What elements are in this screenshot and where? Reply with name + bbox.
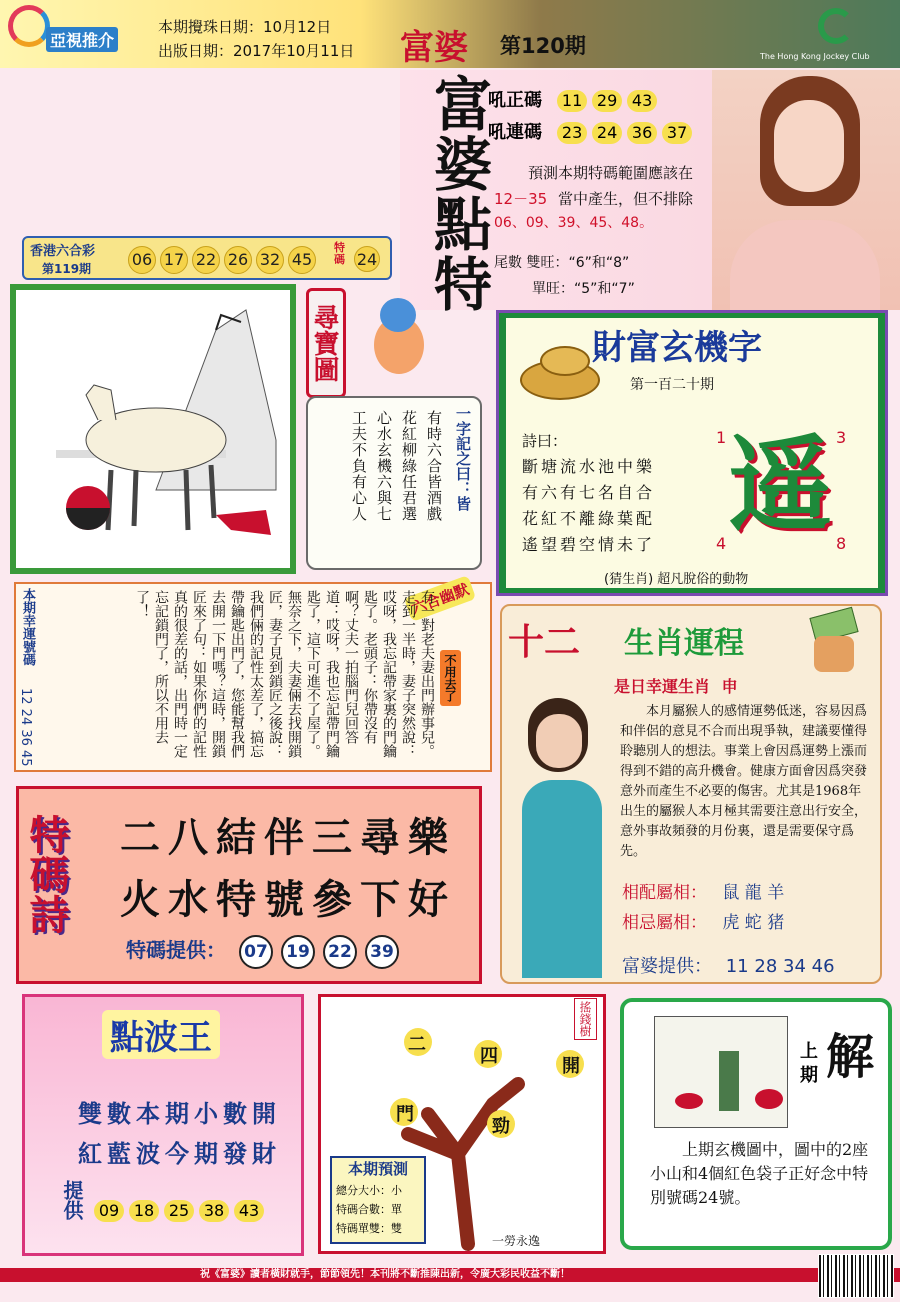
last-result-issue: 第119期 (42, 262, 92, 276)
goat-picture-icon (16, 290, 290, 568)
pred-title: 本期預測 (347, 1160, 408, 1178)
joke-badge: 六合幽默 (404, 575, 476, 622)
prediction-row-2 (488, 118, 697, 144)
ball: 22 (192, 246, 220, 274)
ball: 45 (288, 246, 316, 274)
tree-node: 四 (480, 1046, 498, 1067)
ball: 22 (323, 935, 357, 969)
issue-number: 第120期 (500, 34, 586, 58)
ball: 18 (129, 1200, 159, 1222)
answer-image (654, 1016, 788, 1128)
jockey-club: The Hong Kong Jockey Club (760, 52, 870, 61)
barcode-icon (818, 1254, 894, 1298)
zodiac-avoid (622, 908, 784, 933)
riddle-lines (522, 454, 655, 558)
logo-text: 亞視推介 (46, 27, 118, 52)
ball: 23 (557, 122, 587, 144)
jockey-logo-icon (818, 8, 854, 44)
zodiac-provide-label: 富婆提供： (622, 956, 712, 977)
scroll-title: 一字記之曰：皆 (454, 406, 472, 511)
ball: 32 (256, 246, 284, 274)
tail-single-label: 單旺： (532, 281, 574, 297)
pred-row: 特碼單雙：雙 (336, 1222, 402, 1235)
answer-text: 上期玄機圖中，圖中的2座小山和4個紅色袋子正好念中特別號碼24號。 (650, 1140, 869, 1207)
last-result-title: 香港六合彩 (30, 244, 96, 259)
treasure-picture (10, 284, 296, 574)
riddle-char: 遥 (728, 423, 833, 546)
zodiac-title-a: 十二 (508, 622, 581, 663)
riddle-n8: 8 (836, 534, 847, 553)
tail-single (532, 278, 635, 298)
riddle-issue: 第一百二十期 (630, 377, 714, 393)
treasure-scroll (306, 396, 482, 570)
special-label: 特碼 (334, 241, 345, 266)
ball: 39 (365, 935, 399, 969)
zodiac-match (622, 878, 784, 903)
poem-line: 心水玄機六與七 (375, 410, 393, 522)
zodiac-provide-value: 11 28 34 46 (725, 956, 835, 977)
answer-label-b: 解 (826, 1029, 875, 1085)
logo-mark-icon (8, 5, 50, 47)
tree-node: 勁 (492, 1116, 510, 1137)
pred-row: 特碼合數：單 (336, 1203, 402, 1216)
prediction-exclude: 06、09、39、45、48。 (494, 215, 654, 231)
lucky-label: 本期幸運號碼 (20, 588, 35, 666)
wave-balls (94, 1200, 269, 1222)
publish-date-label: 出版日期： (158, 42, 234, 60)
cupid-icon (364, 296, 434, 376)
zodiac-lucky-label: 是日幸運生肖 (614, 677, 711, 696)
prediction-desc-1: 預測本期特碼範圍應該在 (528, 164, 694, 182)
pred-row: 總分大小：小 (336, 1184, 402, 1197)
ball: 43 (234, 1200, 264, 1222)
answer-label-a: 上期 (800, 1041, 818, 1086)
prediction-row-1 (488, 86, 662, 112)
ball: 26 (224, 246, 252, 274)
ball: 25 (164, 1200, 194, 1222)
draw-date (158, 16, 331, 37)
paper-name: 富婆 (400, 28, 468, 68)
zodiac-match-label: 相配屬相： (622, 883, 707, 903)
ball: 36 (627, 122, 657, 144)
wave-line-1: 雙數本期小數開 (78, 1100, 281, 1128)
ball: 24 (592, 122, 622, 144)
zodiac-text: 本月屬猴人的感情運勢低迷，容易因爲和伴侶的意見不合而出現爭執，建議要懂得聆聽別人的想法。事業上會因爲運勢上漲而得到不錯的高升機會。健康方面會因爲突發意外而產生不必要的傷害。尤其是1968年出生的屬猴人本月極其需要注意出行安全，意外事故頻發的月份裏，還是需要保守爲先。 (620, 704, 868, 859)
tree-node: 門 (396, 1104, 414, 1125)
ball: 19 (281, 935, 315, 969)
zodiac-lucky (614, 674, 738, 697)
riddle-n3: 3 (836, 428, 847, 447)
ball: 09 (94, 1200, 124, 1222)
row2-label: 吼連碼 (488, 122, 542, 143)
lucky-numbers: 12 24 36 45 (18, 688, 33, 767)
tail-single-value: “5”和“7” (574, 281, 635, 297)
ball: 43 (627, 90, 657, 112)
publish-date-value: 2017年10月11日 (233, 42, 355, 60)
special-provide-label: 特碼提供： (126, 938, 226, 962)
draw-date-value: 10月12日 (263, 18, 332, 36)
poem-line: 花紅柳綠任君選 (400, 410, 418, 522)
tail-double-value: “6”和“8” (568, 255, 630, 271)
ball: 37 (662, 122, 692, 144)
scroll-poem (346, 410, 446, 522)
ball: 17 (160, 246, 188, 274)
ball: 38 (199, 1200, 229, 1222)
ball: 11 (557, 90, 587, 112)
tree-node: 開 (562, 1056, 580, 1077)
riddle-line: 有六有七名自合 (522, 483, 656, 502)
riddle-n1: 1 (716, 428, 727, 447)
special-poem-line-2: 火水特號參下好 (120, 876, 456, 923)
money-hand-icon (806, 612, 862, 674)
riddle-hint: (猜生肖) 超凡脫俗的動物 (604, 572, 749, 587)
special-poem-label: 特碼詩 (23, 814, 69, 934)
riddle-n4: 4 (716, 534, 727, 553)
tree-slogan: 一勞永逸 (492, 1234, 541, 1248)
ball: 06 (128, 246, 156, 274)
prediction-title: 富婆點特 (424, 74, 492, 314)
last-result-balls (128, 246, 320, 274)
draw-date-label: 本期攪珠日期： (158, 18, 264, 36)
zodiac-avoid-value: 虎 蛇 猪 (722, 913, 785, 933)
riddle-line: 花紅不離綠葉配 (522, 509, 656, 528)
prediction-desc-2 (494, 188, 693, 209)
tree-node: 二 (408, 1034, 426, 1055)
logo (8, 5, 158, 61)
prediction-box (330, 1156, 426, 1244)
tree-tag: 搖錢樹 (574, 998, 597, 1040)
dancer-photo (504, 684, 622, 978)
woman-portrait (712, 70, 900, 310)
row1-label: 吼正碼 (488, 90, 542, 111)
riddle-title: 財富玄機字 (592, 328, 762, 368)
poem-line: 工夫不負有心人 (350, 410, 368, 522)
riddle-line: 遙望碧空情未了 (522, 535, 656, 554)
tail-double (494, 252, 629, 272)
wave-line-2: 紅藍波今期發財 (78, 1140, 281, 1168)
prediction-range: 12－35 (494, 190, 548, 208)
prediction-desc2-text: 當中產生，但不排除 (557, 190, 693, 208)
zodiac-avoid-label: 相忌屬相： (622, 913, 707, 933)
special-poem-provide (126, 934, 407, 969)
wave-title: 點波王 (102, 1010, 220, 1059)
ball: 29 (592, 90, 622, 112)
tail-label: 尾數 雙旺： (494, 255, 569, 271)
poem-line: 有時六合皆酒戲 (425, 410, 443, 522)
wave-provide-label: 提供 (60, 1180, 84, 1220)
zodiac-lucky-animal: 申 (721, 677, 738, 696)
special-poem-line-1: 二八結伴三尋樂 (120, 814, 456, 861)
ball: 07 (239, 935, 273, 969)
zodiac-match-value: 鼠 龍 羊 (722, 883, 785, 903)
zodiac-title-b: 生肖運程 (624, 626, 744, 661)
publish-date (158, 40, 354, 61)
footer-text: 祝《富婆》讀者橫財就手，節節領先！本刊將不斷推陳出新，令廣大彩民收益不斷！ (200, 1269, 570, 1280)
riddle-line: 斷塘流水池中樂 (522, 457, 656, 476)
special-ball: 24 (354, 246, 380, 272)
riddle-poem-label: 詩曰： (522, 432, 568, 450)
joke-tag: 不用去了 (440, 650, 461, 706)
treasure-label: 尋寶圖 (306, 288, 346, 398)
joke-text: 有一對老夫妻出門辦事兒。走到一半時，妻子突然說：哎呀，我忘記帶家裏的門鑰匙了。老頭子：你帶沒有啊？丈夫一拍腦門兒回答道：哎呀，我也忘記帶門鑰匙了，這下可進不了屋了。無奈之下，夫妻倆去找開鎖匠，妻子見到鎖匠之後說：我們倆的記性太差了，搞忘帶鑰匙出門了，您能幫我們去開一下門嗎？這時，開鎖匠來了句：如果你們的記性真的很差的話，出門時一定忘記鎖門了，所以不用去了！ (134, 590, 435, 758)
last-result (22, 236, 392, 280)
zodiac-provide (622, 952, 835, 978)
